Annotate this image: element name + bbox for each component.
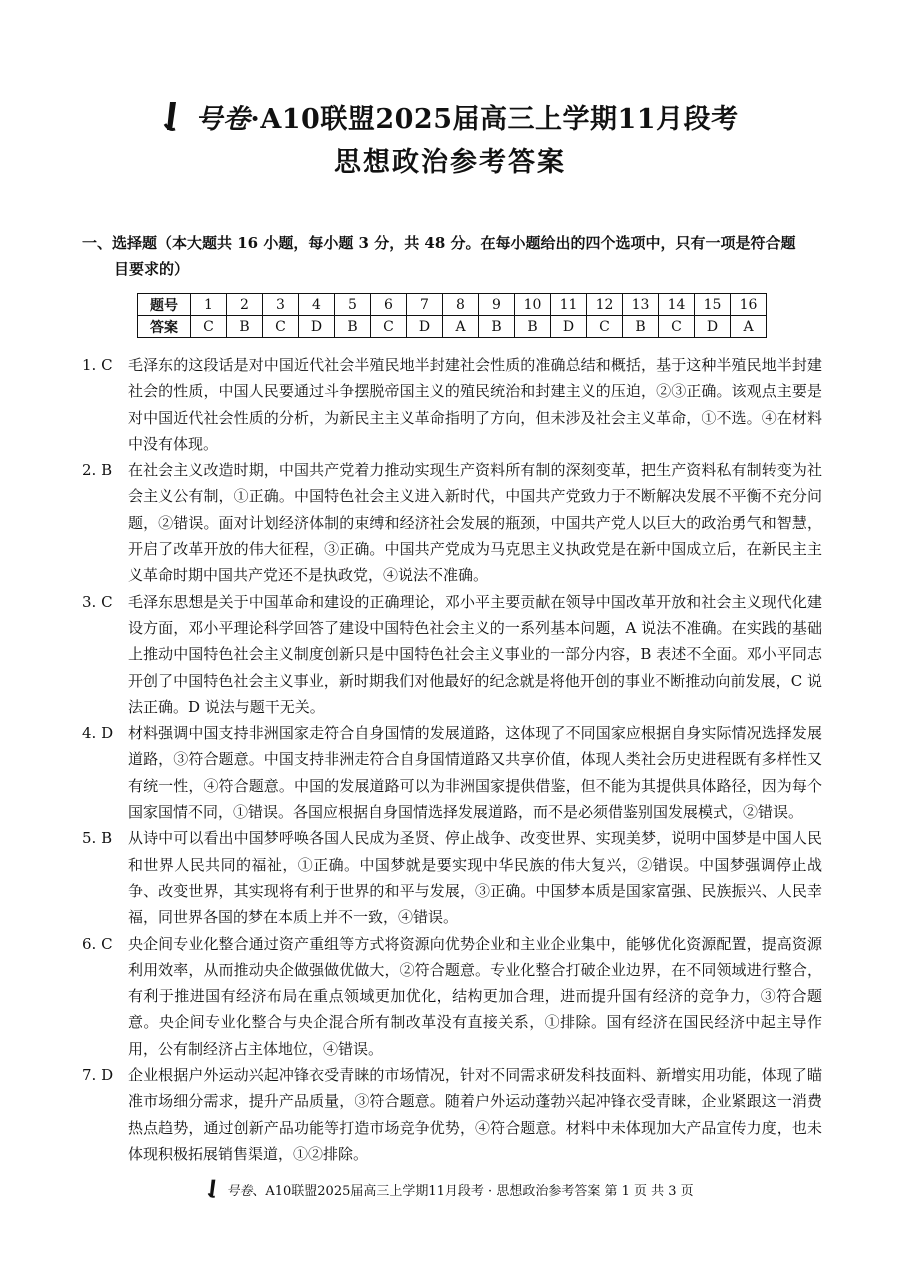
explanation-item (82, 589, 822, 720)
exam-title: ·A10联盟2025届高三上学期11月段考 (250, 104, 739, 135)
answer-cell: C (263, 316, 299, 338)
question-number: 12 (587, 294, 623, 316)
question-number: 11 (551, 294, 587, 316)
footer-text: 、A10联盟2025届高三上学期11月段考 · 思想政治参考答案 第 1 页 共 3 页 (252, 1184, 694, 1199)
answer-cell: C (371, 316, 407, 338)
answer-table-number-row (138, 294, 767, 316)
page-footer (0, 1178, 900, 1200)
explanation-label: 1. C (82, 356, 113, 374)
answer-cell: D (407, 316, 443, 338)
answer-cell: B (515, 316, 551, 338)
explanation-label: 2. B (82, 461, 113, 480)
question-number: 8 (443, 294, 479, 316)
answer-explanations (82, 352, 822, 1167)
question-number: 9 (479, 294, 515, 316)
answer-table (137, 293, 767, 338)
answer-cell: B (479, 316, 515, 338)
explanation-label: 7. D (82, 1066, 114, 1085)
answer-cell: A (443, 316, 479, 338)
footer-brand-name: 号卷 (226, 1184, 253, 1199)
explanation-text: 毛泽东的这段话是对中国近代社会半殖民地半封建社会性质的准确总结和概括，基于这种半殖民地半封建社会的性质，中国人民要通过斗争摆脱帝国主义的殖民统治和封建主义的压迫，②③正确。该观点主要是对中国近代社会性质的分析，为新民主主义革命指明了方向，但未涉及社会主义革命，①不选。④在材料中没有体现。 (128, 356, 822, 453)
question-number: 16 (731, 294, 767, 316)
page-header (0, 100, 900, 183)
explanation-label: 3. C (82, 592, 113, 611)
explanation-item (82, 720, 822, 825)
answer-header: 答案 (138, 316, 191, 338)
answer-cell: B (335, 316, 371, 338)
answer-cell: A (731, 316, 767, 338)
explanation-item (82, 457, 822, 588)
explanation-label: 6. C (82, 934, 113, 953)
question-number: 3 (263, 294, 299, 316)
question-number: 4 (299, 294, 335, 316)
answer-cell: D (695, 316, 731, 338)
answer-cell: C (659, 316, 695, 338)
question-number: 6 (371, 294, 407, 316)
answer-cell: C (587, 316, 623, 338)
explanation-item (82, 931, 822, 1062)
answer-cell: D (299, 316, 335, 338)
document-title (0, 100, 900, 139)
question-number-header: 题号 (138, 294, 191, 316)
explanation-text: 毛泽东思想是关于中国革命和建设的正确理论，邓小平主要贡献在领导中国改革开放和社会主义现代化建设方面，邓小平理论科学回答了建设中国特色社会主义的一系列基本问题，A 说法不准确。在实践的基础上推动中国特色社会主义制度创新只是中国特色社会主义事业的一部分内容，B 表述不全面。邓小平同志开创了中国特色社会主义事业，新时期我们对他最好的纪念就是将他开创的事业不断推动向前发展，C 说法正确。D 说法与题干无关。 (128, 592, 822, 716)
footer-brand-logo-icon (206, 1178, 226, 1200)
question-number: 10 (515, 294, 551, 316)
question-number: 2 (227, 294, 263, 316)
answer-cell: C (191, 316, 227, 338)
question-number: 15 (695, 294, 731, 316)
answer-table-answer-row (138, 316, 767, 338)
section-heading-line1: 一、选择题（本大题共 16 小题，每小题 3 分，共 48 分。在每小题给出的四个选项中，只有一项是符合题 (82, 234, 796, 252)
explanation-item (82, 825, 822, 930)
question-number: 14 (659, 294, 695, 316)
section-heading (82, 230, 822, 282)
explanation-text: 材料强调中国支持非洲国家走符合自身国情的发展道路，这体现了不同国家应根据自身实际情况选择发展道路，③符合题意。中国支持非洲走符合自身国情道路又共享价值，体现人类社会历史进程既有多样性又有统一性，④符合题意。中国的发展道路可以为非洲国家提供借鉴，但不能为其提供具体路径，因为每个国家国情不同，①错误。各国应根据自身国情选择发展道路，而不是必须借鉴别国发展模式，②错误。 (128, 724, 822, 822)
explanation-item (82, 1062, 822, 1167)
explanation-text: 央企间专业化整合通过资产重组等方式将资源向优势企业和主业企业集中，能够优化资源配置，提高资源利用效率，从而推动央企做强做优做大，②符合题意。专业化整合打破企业边界，在不同领域进行整合，有利于推进国有经济布局在重点领域更加优化，结构更加合理，进而提升国有经济的竞争力，③符合题意。央企间专业化整合与央企混合所有制改革没有直接关系，①排除。国有经济在国民经济中起主导作用，公有制经济占主体地位，④错误。 (128, 934, 822, 1058)
explanation-text: 企业根据户外运动兴起冲锋衣受青睐的市场情况，针对不同需求研发科技面料、新增实用功能，体现了瞄准市场细分需求，提升产品质量，③符合题意。随着户外运动蓬勃兴起冲锋衣受青睐，企业紧跟这一消费热点趋势，通过创新产品功能等打造市场竞争优势，④符合题意。材料中未体现加大产品宣传力度，也未体现积极拓展销售渠道，①②排除。 (128, 1066, 822, 1163)
answer-cell: B (227, 316, 263, 338)
brand-name: 号卷 (195, 104, 251, 135)
explanation-label: 4. D (82, 724, 114, 743)
question-number: 13 (623, 294, 659, 316)
explanation-label: 5. B (82, 829, 113, 848)
section-heading-line2: 目要求的） (114, 260, 190, 278)
question-number: 5 (335, 294, 371, 316)
explanation-item (82, 352, 822, 457)
answer-cell: D (551, 316, 587, 338)
brand-logo-icon (161, 100, 193, 134)
document-subtitle: 思想政治参考答案 (334, 147, 566, 178)
explanation-text: 从诗中可以看出中国梦呼唤各国人民成为圣贤、停止战争、改变世界、实现美梦，说明中国梦是中国人民和世界人民共同的福祉，①正确。中国梦就是要实现中华民族的伟大复兴，②错误。中国梦强调停止战争、改变世界，其实现将有利于世界的和平与发展，③正确。中国梦本质是国家富强、民族振兴、人民幸福，同世界各国的梦在本质上并不一致，④错误。 (128, 829, 822, 927)
explanation-text: 在社会主义改造时期，中国共产党着力推动实现生产资料所有制的深刻变革，把生产资料私有制转变为社会主义公有制，①正确。中国特色社会主义进入新时代，中国共产党致力于不断解决发展不平衡不充分问题，②错误。面对计划经济体制的束缚和经济社会发展的瓶颈，中国共产党人以巨大的政治勇气和智慧，开启了改革开放的伟大征程，③正确。中国共产党成为马克思主义执政党是在新中国成立后，在新民主主义革命时期中国共产党还不是执政党，④说法不准确。 (128, 461, 822, 585)
question-number: 7 (407, 294, 443, 316)
question-number: 1 (191, 294, 227, 316)
answer-cell: B (623, 316, 659, 338)
